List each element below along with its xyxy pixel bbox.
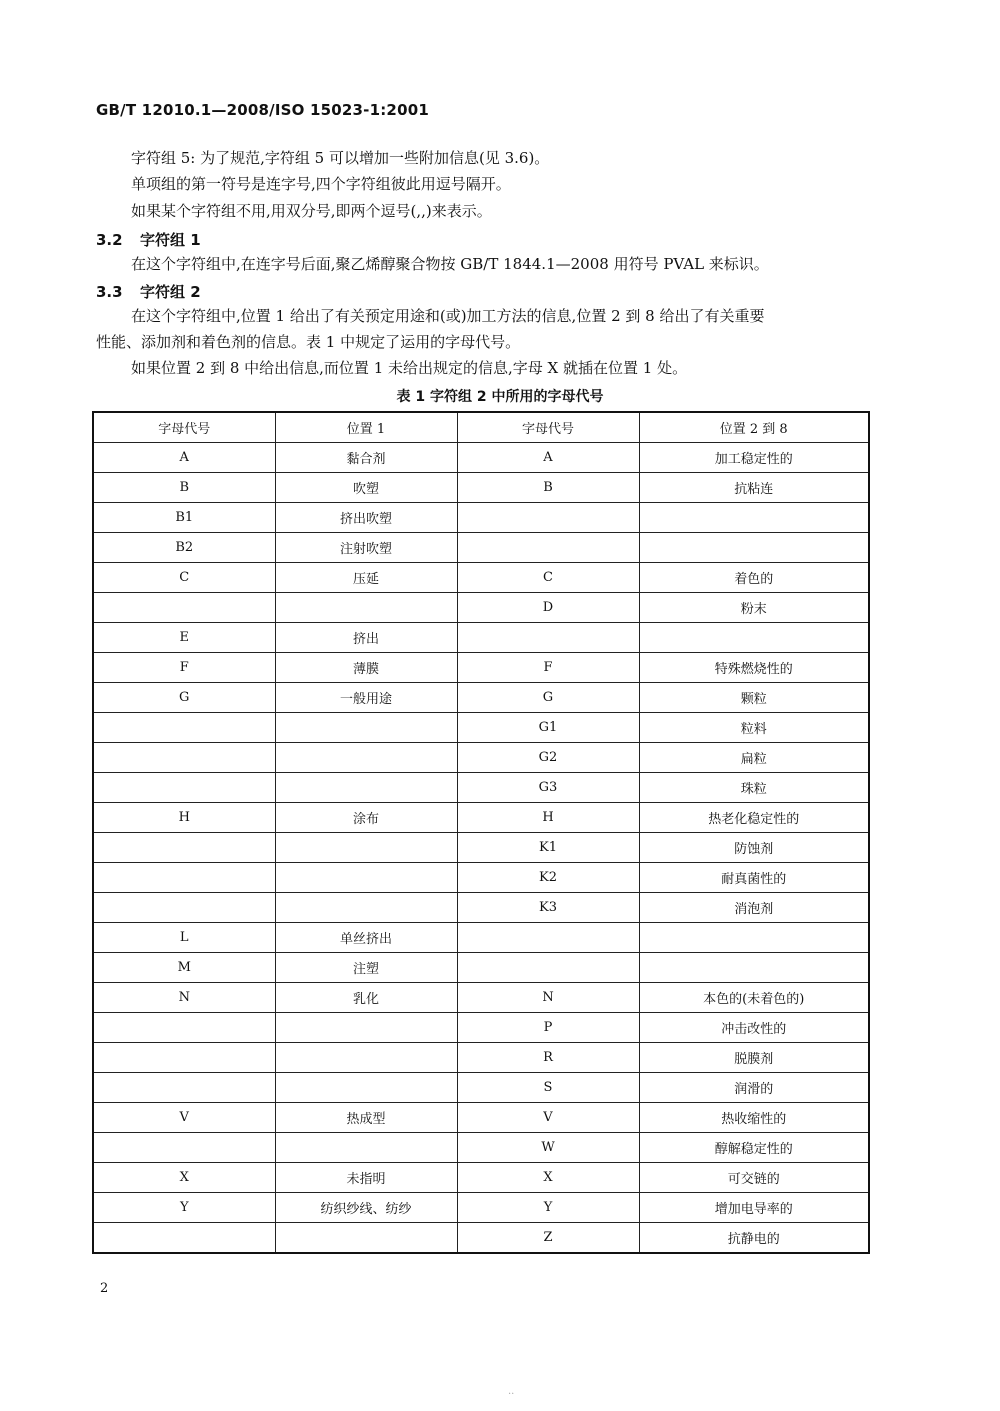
table-cell: 可交链的: [639, 1163, 869, 1193]
footer-mark: ..: [508, 1386, 515, 1397]
table-cell: G: [457, 683, 639, 713]
table-cell: Y: [93, 1193, 275, 1223]
table-cell: 单丝挤出: [275, 923, 457, 953]
table-cell: [457, 953, 639, 983]
table-cell: [457, 533, 639, 563]
table-cell: B1: [93, 503, 275, 533]
table-cell: [275, 863, 457, 893]
table-cell: [275, 1133, 457, 1163]
table-cell: [457, 623, 639, 653]
paragraph-field2-b: 性能、添加剂和着色剂的信息。表 1 中规定了运用的字母代号。: [96, 333, 521, 351]
table-cell: G2: [457, 743, 639, 773]
table-cell: V: [457, 1103, 639, 1133]
table-cell: 压延: [275, 563, 457, 593]
table-cell: 润滑的: [639, 1073, 869, 1103]
table-cell: [275, 713, 457, 743]
table-row: [93, 743, 869, 773]
paragraph-field2-a: 在这个字符组中,位置 1 给出了有关预定用途和(或)加工方法的信息,位置 2 到 8 给出了有关重要: [131, 307, 765, 325]
table-caption: 表 1 字符组 2 中所用的字母代号: [396, 389, 604, 405]
table-row: [93, 953, 869, 983]
table-cell: 珠粒: [639, 773, 869, 803]
table-cell: 热收缩性的: [639, 1103, 869, 1133]
paragraph-field1: 在这个字符组中,在连字号后面,聚乙烯醇聚合物按 GB/T 1844.1—2008 用符号 PVAL 来标识。: [131, 255, 769, 273]
table-row: [93, 653, 869, 683]
table-cell: 注塑: [275, 953, 457, 983]
table-cell: [275, 743, 457, 773]
table-cell: 本色的(未着色的): [639, 983, 869, 1013]
table-cell: K2: [457, 863, 639, 893]
table-cell: V: [93, 1103, 275, 1133]
table-cell: E: [93, 623, 275, 653]
table-cell: [93, 1013, 275, 1043]
table-cell: [639, 533, 869, 563]
table-row: [93, 923, 869, 953]
table-cell: [93, 863, 275, 893]
table-cell: X: [457, 1163, 639, 1193]
table-cell: 粒料: [639, 713, 869, 743]
table-cell: 颗粒: [639, 683, 869, 713]
table-cell: C: [93, 563, 275, 593]
table-cell: G3: [457, 773, 639, 803]
table-row: [93, 1103, 869, 1133]
table-row: [93, 683, 869, 713]
table-cell: B: [457, 473, 639, 503]
table-cell: K3: [457, 893, 639, 923]
section-title: 字符组 1: [140, 231, 201, 249]
section-number: 3.3: [96, 283, 123, 301]
table-cell: C: [457, 563, 639, 593]
table-cell: [93, 893, 275, 923]
table-cell: [93, 833, 275, 863]
table-header-cell: 位置 2 到 8: [639, 412, 869, 443]
table-header-row: [93, 412, 869, 443]
table-cell: [639, 623, 869, 653]
table-row: [93, 773, 869, 803]
table-cell: 吹塑: [275, 473, 457, 503]
table-cell: D: [457, 593, 639, 623]
table-row: [93, 503, 869, 533]
table-cell: N: [457, 983, 639, 1013]
table-cell: 粉末: [639, 593, 869, 623]
table-row: [93, 893, 869, 923]
table-cell: [639, 923, 869, 953]
table-cell: M: [93, 953, 275, 983]
table-row: [93, 593, 869, 623]
table-cell: 未指明: [275, 1163, 457, 1193]
table-cell: A: [93, 443, 275, 473]
table-row: [93, 563, 869, 593]
table-cell: H: [457, 803, 639, 833]
table-cell: [275, 593, 457, 623]
paragraph-field5: 字符组 5: 为了规范,字符组 5 可以增加一些附加信息(见 3.6)。: [131, 149, 550, 167]
table-row: [93, 1073, 869, 1103]
table-cell: [93, 743, 275, 773]
table-row: [93, 443, 869, 473]
table-cell: [93, 1073, 275, 1103]
letter-code-table: [92, 411, 870, 1254]
table-row: [93, 833, 869, 863]
table-cell: 薄膜: [275, 653, 457, 683]
table-cell: X: [93, 1163, 275, 1193]
table-cell: [639, 953, 869, 983]
paragraph-double-comma: 如果某个字符组不用,用双分号,即两个逗号(,,)来表示。: [131, 202, 492, 220]
table-cell: 涂布: [275, 803, 457, 833]
section-title: 字符组 2: [140, 283, 201, 301]
table-cell: [275, 1073, 457, 1103]
table-cell: 消泡剂: [639, 893, 869, 923]
table-cell: 耐真菌性的: [639, 863, 869, 893]
table-header-cell: 字母代号: [93, 412, 275, 443]
table-cell: [275, 773, 457, 803]
standard-header: GB/T 12010.1—2008/ISO 15023-1:2001: [96, 101, 429, 119]
table-cell: L: [93, 923, 275, 953]
table-cell: [457, 503, 639, 533]
table-cell: 醇解稳定性的: [639, 1133, 869, 1163]
table-cell: [275, 1043, 457, 1073]
table-cell: [275, 1223, 457, 1254]
section-heading-3-3: [96, 281, 201, 302]
table-cell: [639, 503, 869, 533]
section-heading-3-2: [96, 229, 201, 250]
table-row: [93, 803, 869, 833]
table-row: [93, 1013, 869, 1043]
table-cell: 加工稳定性的: [639, 443, 869, 473]
table-cell: 热老化稳定性的: [639, 803, 869, 833]
table-cell: [275, 1013, 457, 1043]
table-cell: [93, 593, 275, 623]
table-cell: B: [93, 473, 275, 503]
table-cell: 抗静电的: [639, 1223, 869, 1254]
table-cell: F: [93, 653, 275, 683]
table-row: [93, 1223, 869, 1254]
table-cell: B2: [93, 533, 275, 563]
table-cell: 扁粒: [639, 743, 869, 773]
table-cell: W: [457, 1133, 639, 1163]
table-row: [93, 983, 869, 1013]
table-row: [93, 1043, 869, 1073]
table-row: [93, 623, 869, 653]
table-cell: 抗粘连: [639, 473, 869, 503]
table-cell: S: [457, 1073, 639, 1103]
table-row: [93, 473, 869, 503]
table-row: [93, 1163, 869, 1193]
table-cell: [93, 1043, 275, 1073]
table-cell: [93, 773, 275, 803]
table-cell: G: [93, 683, 275, 713]
table-cell: N: [93, 983, 275, 1013]
page-number: 2: [100, 1281, 109, 1296]
table-cell: 着色的: [639, 563, 869, 593]
table-header-cell: 位置 1: [275, 412, 457, 443]
table-row: [93, 713, 869, 743]
table-cell: [93, 1133, 275, 1163]
table-header-cell: 字母代号: [457, 412, 639, 443]
table-cell: 防蚀剂: [639, 833, 869, 863]
table-cell: K1: [457, 833, 639, 863]
table-cell: 一般用途: [275, 683, 457, 713]
table-cell: F: [457, 653, 639, 683]
table-body: [93, 443, 869, 1254]
table-cell: 增加电导率的: [639, 1193, 869, 1223]
table-row: [93, 863, 869, 893]
table-cell: 脱膜剂: [639, 1043, 869, 1073]
table-cell: P: [457, 1013, 639, 1043]
table-cell: 纺织纱线、纺纱: [275, 1193, 457, 1223]
table-cell: 冲击改性的: [639, 1013, 869, 1043]
table-cell: 热成型: [275, 1103, 457, 1133]
table-cell: R: [457, 1043, 639, 1073]
table-cell: [93, 713, 275, 743]
table-cell: 特殊燃烧性的: [639, 653, 869, 683]
table-cell: [457, 923, 639, 953]
table-row: [93, 1133, 869, 1163]
table-cell: [93, 1223, 275, 1254]
table-cell: 黏合剂: [275, 443, 457, 473]
table-cell: [275, 833, 457, 863]
paragraph-hyphen: 单项组的第一符号是连字号,四个字符组彼此用逗号隔开。: [131, 175, 511, 193]
table-cell: 乳化: [275, 983, 457, 1013]
table-cell: 注射吹塑: [275, 533, 457, 563]
table-cell: 挤出: [275, 623, 457, 653]
paragraph-position-x: 如果位置 2 到 8 中给出信息,而位置 1 未给出规定的信息,字母 X 就插在位置 1 处。: [131, 359, 688, 377]
table-cell: Z: [457, 1223, 639, 1254]
table-cell: 挤出吹塑: [275, 503, 457, 533]
table-row: [93, 1193, 869, 1223]
table-row: [93, 533, 869, 563]
table-cell: Y: [457, 1193, 639, 1223]
table-cell: G1: [457, 713, 639, 743]
table-cell: [275, 893, 457, 923]
section-number: 3.2: [96, 231, 123, 249]
table-cell: H: [93, 803, 275, 833]
table-cell: A: [457, 443, 639, 473]
